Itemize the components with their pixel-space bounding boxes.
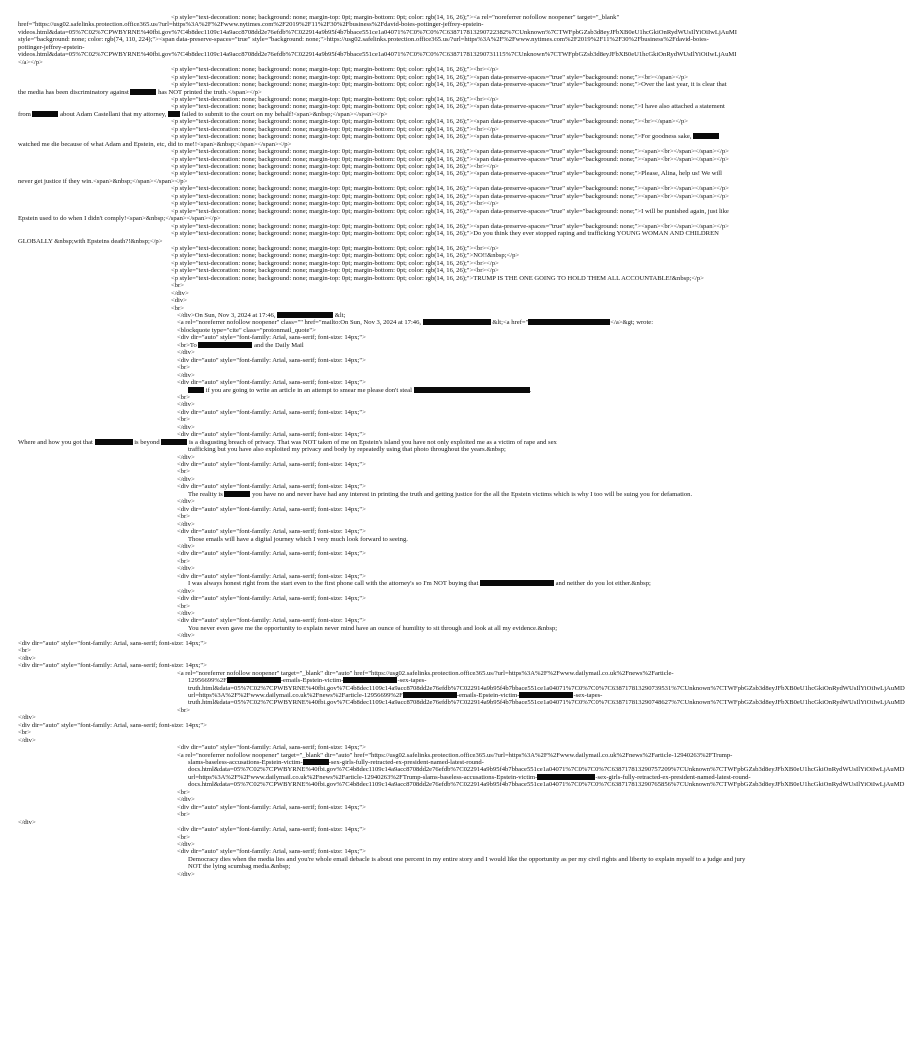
source-line xyxy=(177,543,812,550)
source-text: . xyxy=(529,386,532,394)
source-text: href="https://usg02.safelinks.protection.office365.us/?url=https%3A%2F%2Fwww.nytimes.com%2F2019%2F11%2F30%2Fbusiness%2Fdavid-boies-pottinger-jeffrey-epstein- xyxy=(18,21,484,29)
redaction-bar xyxy=(198,342,252,348)
source-line xyxy=(188,677,812,684)
source-line xyxy=(188,766,905,774)
source-line xyxy=(171,305,812,312)
source-text: and neither do you lot either.&nbsp; xyxy=(553,580,651,588)
source-line xyxy=(188,684,905,692)
source-line xyxy=(171,252,812,259)
source-line xyxy=(177,834,812,841)
source-line xyxy=(177,349,812,356)
redaction-bar xyxy=(227,677,281,683)
source-text: </a></p> xyxy=(18,58,43,66)
source-line xyxy=(18,238,812,245)
redaction-bar xyxy=(480,580,554,586)
source-text: videos.html&data=05%7C02%7CPWBYRNE%40fbi.gov%7C4b8dec1109c14a9acc8708dd2e76efdb%7C022914a9b95f4b7bbace551ce1a04071%7C0%7C0%7C638717813290731115%7CUnknown%7CTWFpbGZsb3d8eyJFbXB0eU1hcGkiOnRydWUsIlYiOiIwLjAuMI xyxy=(18,51,737,59)
source-line xyxy=(177,394,812,401)
source-text: <p style="text-decoration: none; background: none; margin-top: 0pt; margin-bottom: 0pt; color: rgb(14, 16, 26);"><br></p> xyxy=(171,66,499,74)
redaction-bar xyxy=(224,491,250,497)
source-text: <div dir="auto" style="font-family: Arial, sans-serif; font-size: 14px;"> xyxy=(18,639,207,647)
source-text: url=https%3A%2F%2Fwww.dailymail.co.uk%2Fnews%2Farticle-12956699%2F xyxy=(188,691,403,699)
source-line xyxy=(171,148,812,155)
source-text: -sex-tapes- xyxy=(573,691,603,699)
redaction-bar xyxy=(414,387,530,393)
source-line xyxy=(177,558,812,565)
source-text: </div> xyxy=(177,610,195,617)
source-text: <a rel="noreferrer nofollow noopener" class="" href="mailto:On Sun, Nov 3, 2024 at 17:46, xyxy=(177,319,423,327)
source-line xyxy=(177,372,812,379)
source-line xyxy=(177,468,812,475)
source-text: <br> xyxy=(177,393,190,401)
source-line xyxy=(18,21,812,28)
source-line xyxy=(171,81,812,88)
source-text: <p style="text-decoration: none; background: none; margin-top: 0pt; margin-bottom: 0pt; color: rgb(14, 16, 26);"><span data-preserve-spaces="true" style="background: none;"><br></span></p> xyxy=(171,73,688,81)
source-text: is a disgusting breach of privacy. That was NOT taken of me on Epstein's island you have not only exploited me as a victim of rape and sex xyxy=(187,438,557,446)
source-text: <div dir="auto" style="font-family: Arial, sans-serif; font-size: 14px;"> xyxy=(177,334,366,342)
source-text: The reality is xyxy=(188,490,225,498)
source-text: 12956699%2F xyxy=(188,677,227,685)
source-text: <div dir="auto" style="font-family: Arial, sans-serif; font-size: 14px;"> xyxy=(177,356,366,364)
source-line xyxy=(171,208,812,215)
source-text: GLOBALLY &nbsp;with Epsteins death?!&nbsp;</p> xyxy=(18,237,163,245)
redaction-bar xyxy=(95,439,133,445)
source-text: url=https%3A%2F%2Fwww.dailymail.co.uk%2Fnews%2Farticle-12940263%2FTrump-slams-baseless-accusations-Epstein-victim- xyxy=(188,773,538,781)
source-text: <p style="text-decoration: none; background: none; margin-top: 0pt; margin-bottom: 0pt; color: rgb(14, 16, 26);"><span data-preserve-spaces="true" style="background: none;"><span><br></span></span></p> xyxy=(171,155,729,163)
source-line xyxy=(188,699,905,707)
source-text: truth.html&data=05%7C02%7CPWBYRNE%40fbi.gov%7C4b8dec1109c14a9acc8708dd2e76efdb%7C022914a9b95f4b7bbace551ce1a04071%7C0%7C0%7C638717813290739531%7CUnknown%7CTWFpbGZsb3d8eyJFbXB0eU1hcGkiOnRydWUsIlYiOiIwLjAuMD xyxy=(188,684,905,692)
source-line xyxy=(18,640,812,647)
source-text: <br> xyxy=(177,602,190,610)
source-text: <p style="text-decoration: none; background: none; margin-top: 0pt; margin-bottom: 0pt; color: rgb(14, 16, 26);"><span data-preserve-spaces="true" style="background: none;"><span><br></span></span></p> xyxy=(171,185,729,193)
source-line xyxy=(171,223,812,230)
source-line xyxy=(177,603,812,610)
source-text: -sex-girls-fully-retracted-ex-president-named-latest-round- xyxy=(328,759,484,766)
source-text: <br> xyxy=(171,282,184,290)
source-line xyxy=(177,424,812,431)
source-text: </div> xyxy=(18,654,36,662)
source-line xyxy=(18,44,812,51)
source-line xyxy=(177,841,812,848)
source-text: <p style="text-decoration: none; background: none; margin-top: 0pt; margin-bottom: 0pt; color: rgb(14, 16, 26);"><br></p> xyxy=(171,244,499,252)
source-line xyxy=(188,387,812,394)
source-line xyxy=(177,401,812,408)
source-line xyxy=(171,193,812,200)
source-line xyxy=(177,483,812,490)
source-line xyxy=(171,200,812,207)
source-text: <div dir="auto" style="font-family: Arial, sans-serif; font-size: 14px;"> xyxy=(177,595,366,603)
source-line xyxy=(171,290,812,297)
source-text: <br> xyxy=(177,811,190,819)
source-text: </div> xyxy=(177,520,195,528)
source-line xyxy=(188,491,812,498)
source-line xyxy=(18,36,812,43)
source-text: <div dir="auto" style="font-family: Arial, sans-serif; font-size: 14px;"> xyxy=(177,550,366,558)
source-text: <p style="text-decoration: none; background: none; margin-top: 0pt; margin-bottom: 0pt; color: rgb(14, 16, 26);"><span data-preserve-spaces="true" style="background: none;">Please, Alina, help us! We will xyxy=(171,170,722,178)
source-line xyxy=(177,804,812,811)
source-line xyxy=(18,111,812,118)
source-text: failed to submit to the court on my behalf!<span>&nbsp;</span></span></p> xyxy=(179,110,388,118)
source-line xyxy=(171,267,812,274)
redaction-bar xyxy=(528,319,610,325)
source-text: has NOT printed the truth.</span></p> xyxy=(156,88,262,96)
source-line xyxy=(171,118,812,125)
source-line xyxy=(177,565,812,572)
source-text: </div> xyxy=(177,565,195,573)
source-line xyxy=(18,215,812,222)
redaction-bar xyxy=(343,677,397,683)
source-text: </div> xyxy=(18,714,36,722)
source-line xyxy=(171,156,812,163)
source-line xyxy=(18,729,812,736)
source-line xyxy=(177,476,812,483)
source-text: the media has been discriminatory against xyxy=(18,88,131,96)
source-line xyxy=(171,126,812,133)
source-line xyxy=(188,536,812,543)
source-text: and the Daily Mail xyxy=(252,341,304,349)
redaction-bar xyxy=(519,692,573,698)
source-line xyxy=(188,781,905,789)
source-text: <div> xyxy=(171,297,187,305)
source-text: <div dir="auto" style="font-family: Arial, sans-serif; font-size: 14px;"> xyxy=(177,528,366,536)
source-line xyxy=(177,826,812,833)
source-line xyxy=(188,625,812,632)
redaction-bar xyxy=(32,111,58,117)
source-line xyxy=(177,670,812,677)
source-line xyxy=(177,848,812,855)
source-text: <div dir="auto" style="font-family: Arial, sans-serif; font-size: 14px;"> xyxy=(177,408,366,416)
source-text: style="background: none; color: rgb(74, 110, 224);"><span data-preserve-spaces="true" style="background: none;">https://usg02.safelinks.protection.office365.us/?url=https%3A%2F%2Fwww.nytimes.com%2F2019%2F11%2F30%2Fbusiness%2Fdavid-boies- xyxy=(18,36,709,44)
source-text: <p style="text-decoration: none; background: none; margin-top: 0pt; margin-bottom: 0pt; color: rgb(14, 16, 26);">TRUMP IS THE ONE GOING TO HOLD THEM ALL ACCOUNTABLE!&nbsp;</p> xyxy=(171,274,704,282)
source-text: </div> xyxy=(177,587,195,595)
source-line xyxy=(18,662,812,669)
source-text: <p style="text-decoration: none; background: none; margin-top: 0pt; margin-bottom: 0pt; color: rgb(14, 16, 26);"><span data-preserve-spaces="true" style="background: none;">Over the last year, it is clear that xyxy=(171,81,727,89)
source-line xyxy=(188,863,812,870)
source-text: </div> xyxy=(177,796,195,804)
source-text: <br>To xyxy=(177,341,199,349)
redaction-bar xyxy=(693,133,719,139)
source-line xyxy=(171,133,812,140)
source-text: </div> xyxy=(177,840,195,848)
source-text: <p style="text-decoration: none; background: none; margin-top: 0pt; margin-bottom: 0pt; color: rgb(14, 16, 26);"><br></p> xyxy=(171,95,499,103)
source-text: You never even gave me the opportunity to explain never mind have an ounce of humility to sit through and look at all my evidence.&nbsp; xyxy=(188,624,558,632)
source-text: Where and how you got that xyxy=(18,438,95,446)
source-text: I was always honest right from the start even to the first phone call with the attorney's so I'm NOT buying that xyxy=(188,580,480,588)
source-line xyxy=(171,96,812,103)
source-text: </div> xyxy=(177,349,195,357)
source-line xyxy=(177,588,812,595)
source-text: <div dir="auto" style="font-family: Arial, sans-serif; font-size: 14px;"> xyxy=(177,431,366,439)
source-line xyxy=(177,334,812,341)
redaction-bar xyxy=(423,319,491,325)
source-text: videos.html&data=05%7C02%7CPWBYRNE%40fbi.gov%7C4b8dec1109c14a9acc8708dd2e76efdb%7C022914a9b95f4b7bbace551ce1a04071%7C0%7C0%7C638717813290722382%7CUnknown%7CTWFpbGZsb3d8eyJFbXB0eU1hcGkiOnRydWUsIlYiOiIwLjAuMI xyxy=(18,28,737,36)
redaction-bar xyxy=(403,692,457,698)
source-text: <p style="text-decoration: none; background: none; margin-top: 0pt; margin-bottom: 0pt; color: rgb(14, 16, 26);"><span data-preserve-spaces="true" style="background: none;">For goodness sake, xyxy=(171,133,694,141)
source-text: </div> xyxy=(177,423,195,431)
source-text: <p style="text-decoration: none; background: none; margin-top: 0pt; margin-bottom: 0pt; color: rgb(14, 16, 26);">NO!!&nbsp;</p> xyxy=(171,252,520,260)
source-text: <br> xyxy=(177,557,190,565)
source-line xyxy=(177,595,812,602)
source-text: </div>On Sun, Nov 3, 2024 at 17:46, xyxy=(177,312,278,319)
source-line xyxy=(177,409,812,416)
source-text: <div dir="auto" style="font-family: Arial, sans-serif; font-size: 14px;"> xyxy=(177,572,366,580)
source-line xyxy=(177,617,812,624)
source-line xyxy=(18,439,812,446)
source-line xyxy=(177,342,812,349)
source-text: <br> xyxy=(177,513,190,521)
source-text: <p style="text-decoration: none; background: none; margin-top: 0pt; margin-bottom: 0pt; color: rgb(14, 16, 26);">Do you think they ever stopped raping and trafficking YOUNG WOMAN AND CHILDREN xyxy=(171,230,719,238)
source-text: &lt;<a href=" xyxy=(490,319,529,327)
source-text: is beyond xyxy=(132,438,162,446)
redaction-bar xyxy=(277,312,333,318)
source-text: <div dir="auto" style="font-family: Arial, sans-serif; font-size: 14px;"> xyxy=(177,826,366,834)
source-text: <p style="text-decoration: none; background: none; margin-top: 0pt; margin-bottom: 0pt; color: rgb(14, 16, 26);"><span data-preserve-spaces="true" style="background: none;"><span><br></span></span></p> xyxy=(171,222,729,230)
source-text: -emails-Epstein-victim- xyxy=(280,677,344,685)
source-text: </div> xyxy=(18,736,36,744)
source-text: docs.html&data=05%7C02%7CPWBYRNE%40fbi.gov%7C4b8dec1109c14a9acc8708dd2e76efdb%7C022914a9b95f4b7bbace551ce1a04071%7C0%7C0%7C638717813290757209%7CUnknown%7CTWFpbGZsb3d8eyJFbXB0eU1hcGkiOnRydWUsIlYiOiIwLjAuMD xyxy=(188,766,905,774)
source-text: <p style="text-decoration: none; background: none; margin-top: 0pt; margin-bottom: 0pt; color: rgb(14, 16, 26);"><br></p> xyxy=(171,163,499,170)
source-text: </div> xyxy=(177,371,195,379)
source-text: Those emails will have a digital journey which I very much look forward to seeing. xyxy=(188,535,408,543)
source-text: docs.html&data=05%7C02%7CPWBYRNE%40fbi.gov%7C4b8dec1109c14a9acc8708dd2e76efdb%7C022914a9b95f4b7bbace551ce1a04071%7C0%7C0%7C638717813290765856%7CUnknown%7CTWFpbGZsb3d8eyJFbXB0eU1hcGkiOnRydWUsIlYiOiIwLjAuMD xyxy=(188,781,905,789)
source-line xyxy=(177,871,812,878)
source-line xyxy=(18,178,812,185)
source-text: <div dir="auto" style="font-family: Arial, sans-serif; font-size: 14px;"> xyxy=(177,617,366,625)
source-text: <br> xyxy=(177,788,190,796)
source-text: trafficking but you have also exploited my privacy and body by repeatedly using that photo throughout the years.&nbsp; xyxy=(188,446,506,454)
source-text: <br> xyxy=(177,833,190,841)
source-text: <div dir="auto" style="font-family: Arial, sans-serif; font-size: 14px;"> xyxy=(177,505,366,513)
source-text: NOT the lying scumbag media.&nbsp; xyxy=(188,863,291,871)
source-text: pottinger-jeffrey-epstein- xyxy=(18,43,85,51)
source-text: <a rel="noreferrer nofollow noopener" target="_blank" dir="auto" href="https://usg02.safelinks.protection.office365.us/?url=https%3A%2F%2Fwww.dailymail.co.uk%2Fnews%2Farticle-12940263%2FTrump- xyxy=(177,751,733,759)
source-line xyxy=(188,856,812,863)
source-text: </div> xyxy=(177,498,195,506)
source-text: </div> xyxy=(177,632,195,640)
source-text: if you are going to write an article in an attempt to smear me please don't steal xyxy=(204,386,414,394)
source-text: <div dir="auto" style="font-family: Arial, sans-serif; font-size: 14px;"> xyxy=(177,483,366,491)
source-text: <br> xyxy=(177,364,190,372)
source-line xyxy=(171,163,812,170)
source-text: Democracy dies when the media lies and you're whole email debacle is about one percent in my entire story and I would like the opportunity as per my civil rights and liberty to explain myself to a judge and jury xyxy=(188,855,746,863)
source-line xyxy=(171,14,812,21)
source-text: <p style="text-decoration: none; background: none; margin-top: 0pt; margin-bottom: 0pt; color: rgb(14, 16, 26);"><span data-preserve-spaces="true" style="background: none;"><span><br></span></span></p> xyxy=(171,192,729,200)
source-line xyxy=(177,431,812,438)
source-text: <div dir="auto" style="font-family: Arial, sans-serif; font-size: 14px;"> xyxy=(177,803,366,811)
source-line xyxy=(18,647,812,654)
source-text: <div dir="auto" style="font-family: Arial, sans-serif; font-size: 14px;"> xyxy=(177,744,366,752)
source-line xyxy=(177,811,812,818)
source-line xyxy=(177,789,812,796)
source-line xyxy=(177,610,812,617)
source-line xyxy=(171,170,812,177)
source-line xyxy=(171,66,812,73)
source-text: truth.html&data=05%7C02%7CPWBYRNE%40fbi.gov%7C4b8dec1109c14a9acc8708dd2e76efdb%7C022914a9b95f4b7bbace551ce1a04071%7C0%7C0%7C638717813290748627%7CUnknown%7CTWFpbGZsb3d8eyJFbXB0eU1hcGkiOnRydWUsIlYiOiIwLjAuMD xyxy=(188,699,905,707)
source-text: &lt; xyxy=(333,312,346,319)
source-text: -sex-girls-fully-retracted-ex-president-named-latest-round- xyxy=(595,773,751,781)
source-line xyxy=(171,260,812,267)
source-line xyxy=(177,506,812,513)
redaction-bar xyxy=(168,111,180,117)
source-text: <div dir="auto" style="font-family: Arial, sans-serif; font-size: 14px;"> xyxy=(177,461,366,468)
source-text: <p style="text-decoration: none; background: none; margin-top: 0pt; margin-bottom: 0pt; color: rgb(14, 16, 26);"><br></p> xyxy=(171,125,499,133)
source-line xyxy=(177,319,812,326)
redaction-bar xyxy=(161,439,187,445)
source-text: <div dir="auto" style="font-family: Arial, sans-serif; font-size: 14px;"> xyxy=(177,379,366,387)
source-text: <br> xyxy=(177,706,190,714)
source-text: </div> xyxy=(177,401,195,409)
source-text: <div dir="auto" style="font-family: Arial, sans-serif; font-size: 14px;"> xyxy=(177,848,366,856)
source-line xyxy=(177,744,812,751)
source-line xyxy=(177,327,812,334)
source-line xyxy=(18,141,812,148)
source-text: never get justice if they win.<span>&nbsp;</span></span></p> xyxy=(18,177,188,185)
source-line xyxy=(18,655,812,662)
source-text: </div> xyxy=(171,289,189,297)
source-line xyxy=(171,230,812,237)
redaction-bar xyxy=(130,89,156,95)
source-line xyxy=(177,379,812,386)
source-text: you have no and never have had any interest in printing the truth and getting justice for the all the Epstein victims which is why I too will be suing you for defamation. xyxy=(250,490,693,498)
source-text: <p style="text-decoration: none; background: none; margin-top: 0pt; margin-bottom: 0pt; color: rgb(14, 16, 26);"><br></p> xyxy=(171,267,499,275)
source-line xyxy=(177,498,812,505)
source-text: -emails-Epstein-victim- xyxy=(456,691,520,699)
source-text: Epstein used to do when I didn't comply!<span>&nbsp;</span></span></p> xyxy=(18,215,221,223)
source-line xyxy=(18,737,812,744)
source-text: slams-baseless-accusations-Epstein-victim- xyxy=(188,759,303,766)
source-line xyxy=(188,759,812,766)
source-line xyxy=(177,528,812,535)
source-line xyxy=(177,521,812,528)
source-line xyxy=(18,59,812,66)
source-line xyxy=(177,312,812,319)
source-text: from xyxy=(18,110,33,118)
source-text: <p style="text-decoration: none; background: none; margin-top: 0pt; margin-bottom: 0pt; color: rgb(14, 16, 26);"><span data-preserve-spaces="true" style="background: none;">I have also attached a statement xyxy=(171,103,725,111)
source-text: <p style="text-decoration: none; background: none; margin-top: 0pt; margin-bottom: 0pt; color: rgb(14, 16, 26);"><span data-preserve-spaces="true" style="background: none;"><br></span></p> xyxy=(171,118,688,126)
source-line xyxy=(171,245,812,252)
source-text: </div> xyxy=(177,542,195,550)
source-text: </div> xyxy=(177,475,195,483)
redaction-bar xyxy=(537,774,595,780)
source-line xyxy=(177,796,812,803)
source-text: </div> xyxy=(177,870,195,878)
source-text: about Adam Castellani that my attorney, xyxy=(58,110,168,118)
source-text: <br> xyxy=(18,647,31,655)
source-line xyxy=(188,774,812,781)
source-line xyxy=(171,103,812,110)
source-text: </div> xyxy=(18,818,36,826)
source-line xyxy=(177,454,812,461)
source-text: <br> xyxy=(18,729,31,737)
source-line xyxy=(18,89,812,96)
source-line xyxy=(18,51,812,58)
source-line xyxy=(177,707,812,714)
source-line xyxy=(171,297,812,304)
source-line xyxy=(177,632,812,639)
source-text: <br> xyxy=(177,416,190,424)
source-text: <p style="text-decoration: none; background: none; margin-top: 0pt; margin-bottom: 0pt; color: rgb(14, 16, 26);"><a rel="noreferrer nofollow noopener" target="_blank" xyxy=(171,14,620,21)
source-line xyxy=(18,714,812,721)
source-line xyxy=(171,74,812,81)
source-line xyxy=(177,364,812,371)
source-text: <p style="text-decoration: none; background: none; margin-top: 0pt; margin-bottom: 0pt; color: rgb(14, 16, 26);"><span data-preserve-spaces="true" style="background: none;"><span><br></span></span></p> xyxy=(171,148,729,156)
source-text: <br> xyxy=(177,468,190,476)
source-line xyxy=(188,446,812,453)
source-line xyxy=(188,580,812,587)
source-text: <p style="text-decoration: none; background: none; margin-top: 0pt; margin-bottom: 0pt; color: rgb(14, 16, 26);"><br></p> xyxy=(171,259,499,267)
source-line xyxy=(18,819,812,826)
source-text: -sex-tapes- xyxy=(397,677,427,685)
source-text: <br> xyxy=(171,304,184,312)
source-text: <blockquote type="cite" class="protonmail_quote"> xyxy=(177,326,316,334)
source-text: <p style="text-decoration: none; background: none; margin-top: 0pt; margin-bottom: 0pt; color: rgb(14, 16, 26);"><span data-preserve-spaces="true" style="background: none;">I will be punished again, just like xyxy=(171,207,729,215)
source-line xyxy=(177,550,812,557)
source-line xyxy=(188,692,812,699)
source-text: <a rel="noreferrer nofollow noopener" target="_blank" dir="auto" href="https://usg02.safelinks.protection.office365.us/?url=https%3A%2F%2Fwww.dailymail.co.uk%2Fnews%2Farticle- xyxy=(177,669,674,677)
source-line xyxy=(177,461,812,468)
source-text: </div> xyxy=(177,453,195,461)
source-line xyxy=(171,185,812,192)
redaction-bar xyxy=(188,387,204,393)
source-text: <div dir="auto" style="font-family: Arial, sans-serif; font-size: 14px;"> xyxy=(18,721,207,729)
source-text: <p style="text-decoration: none; background: none; margin-top: 0pt; margin-bottom: 0pt; color: rgb(14, 16, 26);"><br></p> xyxy=(171,200,499,208)
source-line xyxy=(177,357,812,364)
redaction-bar xyxy=(303,759,329,765)
source-line xyxy=(18,29,812,36)
source-line xyxy=(177,416,812,423)
source-line xyxy=(177,573,812,580)
source-line xyxy=(177,752,812,759)
source-text: <div dir="auto" style="font-family: Arial, sans-serif; font-size: 14px;"> xyxy=(18,662,207,670)
source-line xyxy=(18,722,812,729)
source-line xyxy=(177,513,812,520)
source-text: watched me die because of what Adam and Epstein, etc, did to me!!<span>&nbsp;</span></span></p> xyxy=(18,140,292,148)
source-line xyxy=(171,275,812,282)
source-text: </a>&gt; wrote: xyxy=(610,319,654,327)
source-line xyxy=(171,282,812,289)
